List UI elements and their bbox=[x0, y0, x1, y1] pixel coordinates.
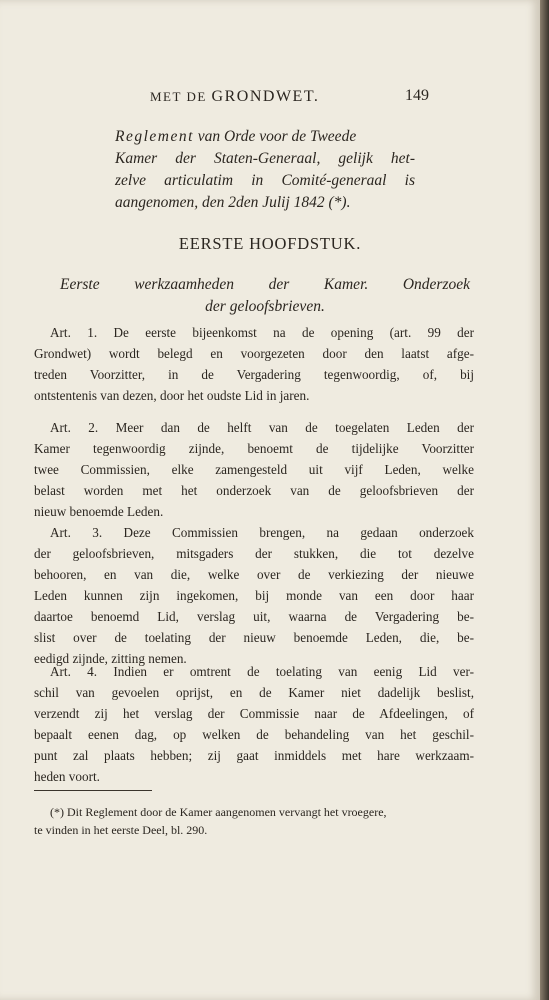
article-line: treden Voorzitter, in de Vergadering tegenwoordig, of, bij bbox=[34, 367, 474, 382]
article-line: heden voort. bbox=[34, 769, 100, 784]
page-edge-shadow bbox=[540, 0, 549, 1000]
article-line: eedigd zijnde, zitting nemen. bbox=[34, 651, 187, 666]
title-line-4: aangenomen, den 2den Julij 1842 (*). bbox=[115, 194, 351, 211]
title-first-word: Reglement bbox=[115, 128, 194, 145]
chapter-heading: EERSTE HOOFDSTUK. bbox=[178, 234, 362, 253]
article-line: nieuw benoemde Leden. bbox=[34, 504, 164, 519]
article-line: Kamer tegenwoordig zijnde, benoemt de tijdelijke Voorzitter bbox=[34, 441, 474, 456]
footnote-line: te vinden in het eerste Deel, bl. 290. bbox=[34, 823, 208, 837]
article-line: schil van gevoelen oprijst, en de Kamer niet dadelijk beslist, bbox=[34, 685, 474, 700]
article-1 bbox=[34, 322, 474, 406]
running-title-main: GRONDWET. bbox=[211, 88, 320, 105]
article-line: Leden kunnen zijn ingekomen, bij monde van een door haar bbox=[34, 588, 474, 603]
article-line: behooren, en van die, welke over de verkiezing der nieuwe bbox=[34, 567, 474, 582]
article-line: Art. 3. Deze Commissien brengen, na gedaan onderzoek bbox=[50, 525, 474, 540]
article-line: punt zal plaats hebben; zij gaat inmiddels met hare werkzaam- bbox=[34, 748, 474, 763]
footnote-divider bbox=[34, 790, 152, 791]
title-line-1 bbox=[115, 126, 415, 148]
article-line: Art. 1. De eerste bijeenkomst na de opening (art. 99 der bbox=[50, 325, 474, 340]
article-line: twee Commissien, elke zamengesteld uit vijf Leden, welke bbox=[34, 462, 474, 477]
running-title-prefix: MET DE bbox=[150, 89, 212, 104]
article-line: der geloofsbrieven, mitsgaders der stukken, die tot dezelve bbox=[34, 546, 474, 561]
article-line: bepaalt eenen dag, op welken de behandeling van het geschil- bbox=[34, 727, 474, 742]
regulation-title bbox=[115, 126, 415, 214]
article-4 bbox=[34, 661, 474, 787]
title-line-1-rest: van Orde voor de Tweede bbox=[193, 128, 357, 145]
title-line-3: zelve articulatim in Comité-generaal is bbox=[115, 172, 415, 189]
page-header bbox=[0, 88, 540, 112]
footnote-line: (*) Dit Reglement door de Kamer aangenomen vervangt het vroegere, bbox=[50, 805, 387, 819]
article-line: slist over de toelating der nieuw benoemde Leden, die, be- bbox=[34, 630, 474, 645]
section-subtitle bbox=[60, 274, 470, 318]
article-2 bbox=[34, 417, 474, 522]
article-line: daartoe benoemd Lid, verslag uit, waarna de Vergadering be- bbox=[34, 609, 474, 624]
subtitle-line-2: der geloofsbrieven. bbox=[205, 298, 325, 315]
article-line: verzendt zij het verslag der Commissie naar de Afdeelingen, of bbox=[34, 706, 474, 721]
article-3 bbox=[34, 522, 474, 669]
page-number: 149 bbox=[405, 87, 429, 104]
running-title bbox=[150, 88, 319, 106]
title-line-2: Kamer der Staten-Generaal, gelijk het- bbox=[115, 150, 415, 167]
article-line: ontstentenis van dezen, door het oudste Lid in jaren. bbox=[34, 388, 310, 403]
footnote bbox=[34, 803, 474, 839]
article-line: belast worden met het onderzoek van de geloofsbrieven der bbox=[34, 483, 474, 498]
article-line: Art. 2. Meer dan de helft van de toegelaten Leden der bbox=[50, 420, 474, 435]
subtitle-line-1: Eerste werkzaamheden der Kamer. Onderzoek bbox=[60, 276, 470, 293]
article-line: Art. 4. Indien er omtrent de toelating van eenig Lid ver- bbox=[50, 664, 474, 679]
article-line: Grondwet) wordt belegd en voorgezeten door den laatst afge- bbox=[34, 346, 474, 361]
